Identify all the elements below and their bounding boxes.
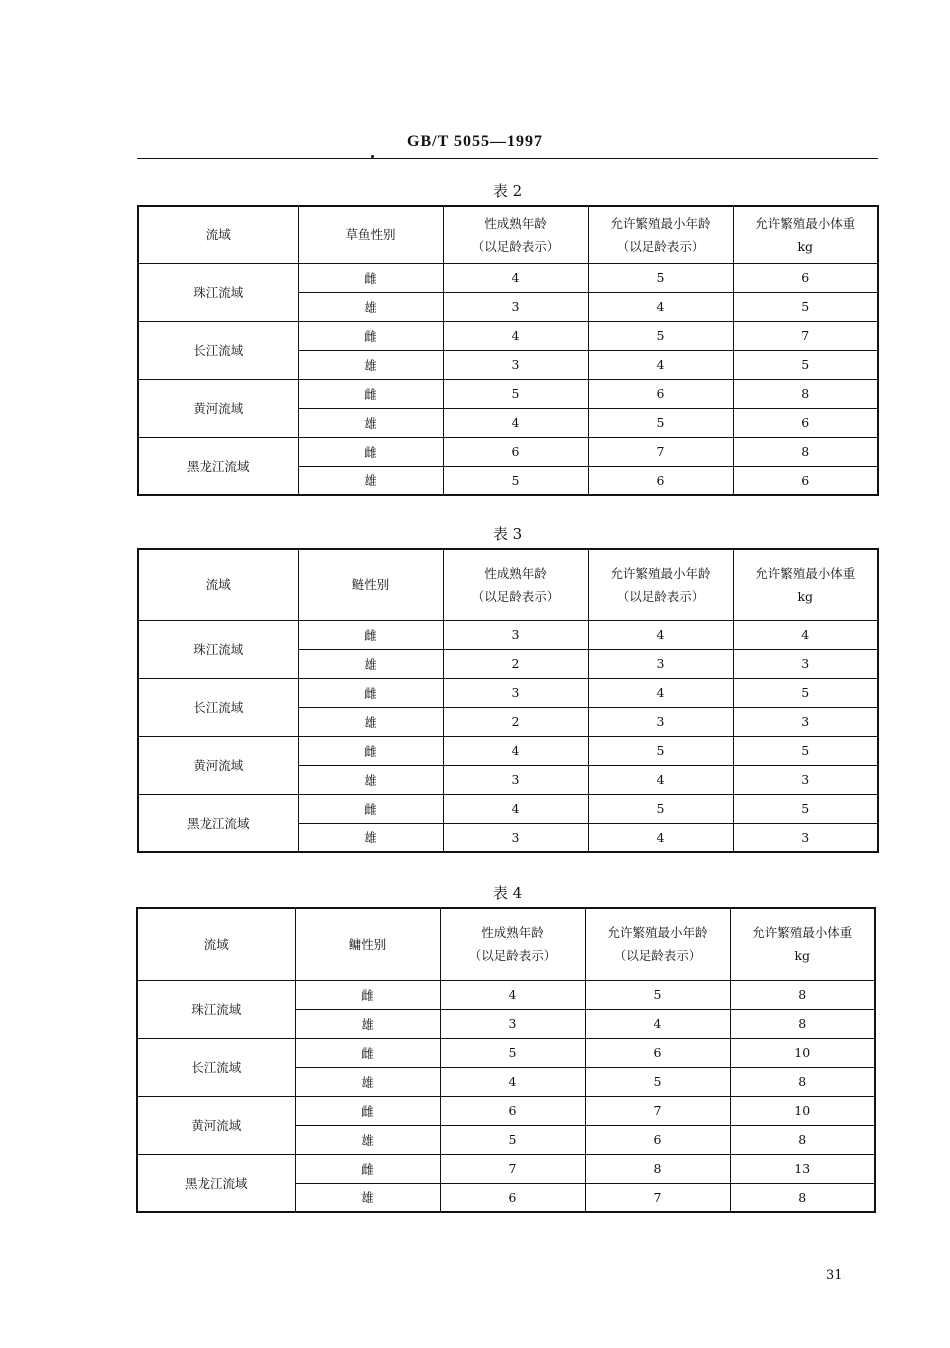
- value-cell: 6: [585, 1125, 730, 1154]
- region-cell: 黄河流域: [138, 379, 298, 437]
- value-cell: 10: [730, 1096, 875, 1125]
- value-cell: 7: [588, 437, 733, 466]
- value-cell: 3: [443, 620, 588, 649]
- region-cell: 珠江流域: [138, 620, 298, 678]
- value-cell: 5: [443, 379, 588, 408]
- value-cell: 6: [733, 466, 878, 495]
- sex-cell: 雌: [295, 1096, 440, 1125]
- value-cell: 4: [733, 620, 878, 649]
- sex-cell: 雄: [298, 649, 443, 678]
- value-cell: 3: [588, 649, 733, 678]
- table-row: [137, 980, 875, 1009]
- sex-cell: 雌: [298, 620, 443, 649]
- col-min-age: 允许繁殖最小年龄 （以足龄表示）: [588, 206, 733, 263]
- col-min-age: 允许繁殖最小年龄 （以足龄表示）: [588, 549, 733, 620]
- table-2: [137, 205, 879, 496]
- value-cell: 5: [585, 980, 730, 1009]
- sex-cell: 雄: [295, 1067, 440, 1096]
- sex-cell: 雄: [295, 1125, 440, 1154]
- value-cell: 5: [588, 408, 733, 437]
- sex-cell: 雌: [295, 1154, 440, 1183]
- value-cell: 13: [730, 1154, 875, 1183]
- value-cell: 8: [730, 1183, 875, 1212]
- value-cell: 4: [443, 263, 588, 292]
- table-2-caption: 表 2: [492, 182, 523, 200]
- value-cell: 5: [588, 736, 733, 765]
- value-cell: 7: [440, 1154, 585, 1183]
- col-region: 流域: [138, 206, 298, 263]
- value-cell: 8: [730, 1125, 875, 1154]
- value-cell: 6: [733, 263, 878, 292]
- table-3: [137, 548, 879, 853]
- value-cell: 5: [588, 321, 733, 350]
- col-min-weight: 允许繁殖最小体重 kg: [733, 549, 878, 620]
- value-cell: 3: [443, 350, 588, 379]
- region-cell: 珠江流域: [137, 980, 295, 1038]
- sex-cell: 雌: [298, 437, 443, 466]
- table-row: [138, 794, 878, 823]
- sex-cell: 雄: [298, 350, 443, 379]
- col-maturity-age: 性成熟年龄 （以足龄表示）: [440, 908, 585, 980]
- value-cell: 5: [443, 466, 588, 495]
- value-cell: 4: [443, 736, 588, 765]
- col-sex: 鲢性别: [298, 549, 443, 620]
- region-cell: 长江流域: [137, 1038, 295, 1096]
- header-row: [138, 549, 878, 620]
- col-sex: 鳙性别: [295, 908, 440, 980]
- value-cell: 3: [443, 678, 588, 707]
- region-cell: 黑龙江流域: [138, 437, 298, 495]
- sex-cell: 雌: [298, 736, 443, 765]
- value-cell: 6: [443, 437, 588, 466]
- value-cell: 6: [440, 1096, 585, 1125]
- value-cell: 8: [585, 1154, 730, 1183]
- value-cell: 5: [440, 1038, 585, 1067]
- region-cell: 黑龙江流域: [137, 1154, 295, 1212]
- value-cell: 5: [733, 736, 878, 765]
- value-cell: 8: [733, 379, 878, 408]
- table-row: [138, 321, 878, 350]
- value-cell: 6: [440, 1183, 585, 1212]
- sex-cell: 雄: [298, 292, 443, 321]
- table-4: [136, 907, 876, 1213]
- sex-cell: 雄: [295, 1009, 440, 1038]
- value-cell: 3: [733, 765, 878, 794]
- region-cell: 珠江流域: [138, 263, 298, 321]
- col-sex: 草鱼性别: [298, 206, 443, 263]
- value-cell: 6: [588, 379, 733, 408]
- value-cell: 3: [733, 707, 878, 736]
- sex-cell: 雄: [298, 408, 443, 437]
- page-number: 31: [826, 1268, 843, 1283]
- value-cell: 5: [440, 1125, 585, 1154]
- value-cell: 3: [443, 292, 588, 321]
- sex-cell: 雌: [298, 678, 443, 707]
- sex-cell: 雌: [298, 379, 443, 408]
- value-cell: 8: [730, 1009, 875, 1038]
- header-rule: [137, 158, 878, 159]
- value-cell: 3: [588, 707, 733, 736]
- table-row: [138, 736, 878, 765]
- value-cell: 4: [440, 980, 585, 1009]
- value-cell: 7: [585, 1183, 730, 1212]
- sex-cell: 雄: [298, 765, 443, 794]
- header-row: [137, 908, 875, 980]
- standard-code: GB/T 5055—1997: [407, 133, 543, 150]
- value-cell: 4: [588, 765, 733, 794]
- value-cell: 5: [588, 263, 733, 292]
- header-row: [138, 206, 878, 263]
- value-cell: 7: [585, 1096, 730, 1125]
- value-cell: 4: [588, 620, 733, 649]
- sex-cell: 雄: [298, 823, 443, 852]
- sex-cell: 雌: [295, 980, 440, 1009]
- value-cell: 10: [730, 1038, 875, 1067]
- table-row: [137, 1154, 875, 1183]
- table-row: [137, 1096, 875, 1125]
- table-row: [138, 379, 878, 408]
- region-cell: 长江流域: [138, 321, 298, 379]
- value-cell: 8: [730, 980, 875, 1009]
- value-cell: 4: [443, 794, 588, 823]
- value-cell: 5: [733, 794, 878, 823]
- col-min-age: 允许繁殖最小年龄 （以足龄表示）: [585, 908, 730, 980]
- table-row: [137, 1038, 875, 1067]
- value-cell: 3: [733, 649, 878, 678]
- table-row: [138, 678, 878, 707]
- value-cell: 3: [443, 765, 588, 794]
- value-cell: 4: [588, 350, 733, 379]
- col-min-weight: 允许繁殖最小体重 kg: [730, 908, 875, 980]
- sex-cell: 雄: [295, 1183, 440, 1212]
- table-row: [138, 620, 878, 649]
- value-cell: 4: [443, 408, 588, 437]
- value-cell: 7: [733, 321, 878, 350]
- col-region: 流域: [138, 549, 298, 620]
- value-cell: 5: [588, 794, 733, 823]
- sex-cell: 雌: [298, 263, 443, 292]
- value-cell: 3: [443, 823, 588, 852]
- sex-cell: 雌: [298, 794, 443, 823]
- col-maturity-age: 性成熟年龄 （以足龄表示）: [443, 549, 588, 620]
- region-cell: 黑龙江流域: [138, 794, 298, 852]
- value-cell: 6: [733, 408, 878, 437]
- value-cell: 5: [733, 678, 878, 707]
- value-cell: 4: [588, 292, 733, 321]
- value-cell: 4: [443, 321, 588, 350]
- table-row: [138, 263, 878, 292]
- table-3-caption: 表 3: [492, 525, 523, 543]
- value-cell: 4: [588, 823, 733, 852]
- region-cell: 长江流域: [138, 678, 298, 736]
- value-cell: 4: [588, 678, 733, 707]
- value-cell: 2: [443, 707, 588, 736]
- col-region: 流域: [137, 908, 295, 980]
- value-cell: 6: [588, 466, 733, 495]
- col-maturity-age: 性成熟年龄 （以足龄表示）: [443, 206, 588, 263]
- value-cell: 6: [585, 1038, 730, 1067]
- value-cell: 5: [585, 1067, 730, 1096]
- value-cell: 5: [733, 292, 878, 321]
- region-cell: 黄河流域: [138, 736, 298, 794]
- value-cell: 8: [733, 437, 878, 466]
- table-4-caption: 表 4: [492, 884, 523, 902]
- value-cell: 4: [585, 1009, 730, 1038]
- table-row: [138, 437, 878, 466]
- value-cell: 8: [730, 1067, 875, 1096]
- sex-cell: 雄: [298, 466, 443, 495]
- value-cell: 2: [443, 649, 588, 678]
- sex-cell: 雌: [295, 1038, 440, 1067]
- value-cell: 5: [733, 350, 878, 379]
- region-cell: 黄河流域: [137, 1096, 295, 1154]
- value-cell: 4: [440, 1067, 585, 1096]
- value-cell: 3: [733, 823, 878, 852]
- value-cell: 3: [440, 1009, 585, 1038]
- sex-cell: 雌: [298, 321, 443, 350]
- col-min-weight: 允许繁殖最小体重 kg: [733, 206, 878, 263]
- sex-cell: 雄: [298, 707, 443, 736]
